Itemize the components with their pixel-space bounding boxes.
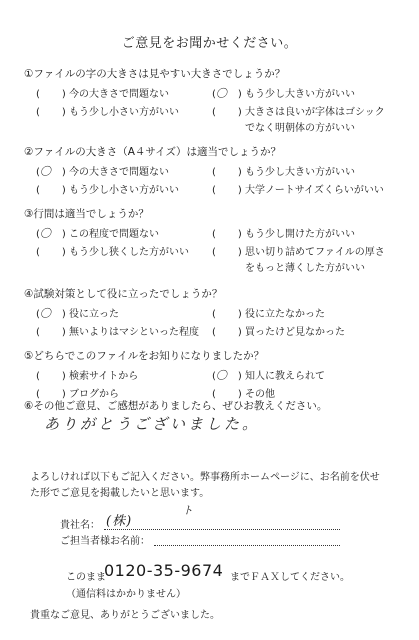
q2-option-1-mark: 〇 bbox=[39, 165, 51, 178]
q4-option-4-label: 買ったけど見なかった bbox=[245, 327, 345, 338]
q5-option-4-label: その他 bbox=[245, 389, 275, 400]
q5-option-4[interactable]: ( ) その他 bbox=[212, 389, 275, 400]
question-2: ②ファイルの大きさ（A４サイズ）は適当でしょうか？ bbox=[24, 146, 282, 158]
q4-option-3[interactable]: ( ) 無いよりはマシといった程度 bbox=[36, 327, 199, 338]
q3-option-3[interactable]: ( ) もう少し狭くした方がいい bbox=[36, 247, 189, 258]
q1-option-4[interactable]: ( ) 大きさは良いが字体はゴシック bbox=[212, 107, 385, 118]
q2-option-1[interactable]: (〇 ) 今の大きさで問題ない bbox=[36, 165, 169, 178]
question-5: ⑤どちらでこのファイルをお知りになりましたか？ bbox=[24, 350, 265, 362]
q1-option-2[interactable]: (〇 ) もう少し大きい方がいい bbox=[212, 87, 355, 100]
q5-option-1[interactable]: ( ) 検索サイトから bbox=[36, 371, 139, 382]
question-3: ③行間は適当でしょうか？ bbox=[24, 208, 149, 220]
fax-prefix: このまま bbox=[66, 572, 106, 583]
q1-option-3-label: もう少し小さい方がいい bbox=[69, 107, 179, 118]
q2-option-4[interactable]: ( ) 大学ノートサイズくらいがいい bbox=[212, 185, 384, 196]
q3-option-3-label: もう少し狭くした方がいい bbox=[69, 247, 189, 258]
q3-option-4[interactable]: ( ) 思い切り詰めてファイルの厚さ bbox=[212, 247, 385, 258]
q4-option-2[interactable]: ( ) 役に立たなかった bbox=[212, 309, 325, 320]
q5-option-3-label: ブログから bbox=[69, 389, 119, 400]
q5-option-2-label: 知人に教えられて bbox=[245, 371, 325, 382]
q1-option-1[interactable]: ( ) 今の大きさで問題ない bbox=[36, 89, 169, 100]
question-1: ①ファイルの字の大きさは見やすい大きさでしょうか？ bbox=[24, 68, 286, 80]
q2-option-3[interactable]: ( ) もう少し小さい方がいい bbox=[36, 185, 179, 196]
company-label: 貴社名： bbox=[60, 520, 100, 531]
contact-underline[interactable] bbox=[154, 545, 340, 546]
company-underline bbox=[104, 529, 340, 530]
contact-label: ご担当者様お名前： bbox=[60, 536, 150, 547]
q3-option-1-mark: 〇 bbox=[39, 227, 51, 240]
q3-option-4-label-line2: をもっと薄くした方がいい bbox=[245, 263, 365, 274]
q4-option-3-label: 無いよりはマシといった程度 bbox=[69, 327, 199, 338]
consent-text-line1: よろしければ以下もご記入ください。弊事務所ホームページに、お名前を伏せ bbox=[30, 472, 380, 483]
fax-number: 0120-35-9674 bbox=[104, 561, 224, 580]
q3-option-2-label: もう少し開けた方がいい bbox=[245, 229, 355, 240]
q1-option-4-label: 大きさは良いが字体はゴシック bbox=[245, 107, 385, 118]
q3-option-4-label: 思い切り詰めてファイルの厚さ bbox=[245, 247, 385, 258]
q5-option-2-mark: 〇 bbox=[215, 369, 227, 382]
page-title: ご意見をお聞かせください。 bbox=[121, 36, 298, 51]
q2-option-3-label: もう少し小さい方がいい bbox=[69, 185, 179, 196]
fax-note: （通信料はかかりません） bbox=[66, 589, 186, 600]
q4-option-1-label: 役に立った bbox=[69, 309, 119, 320]
q3-option-1-label: この程度で問題ない bbox=[69, 229, 159, 240]
q2-option-4-label: 大学ノートサイズくらいがいい bbox=[245, 185, 384, 196]
question-4: ④試験対策として役に立ったでしょうか？ bbox=[24, 288, 223, 300]
q4-option-1-mark: 〇 bbox=[39, 307, 51, 320]
q4-option-2-label: 役に立たなかった bbox=[245, 309, 325, 320]
q5-option-2[interactable]: (〇 ) 知人に教えられて bbox=[212, 369, 325, 382]
handwritten-comment[interactable]: ありがとうございました。 bbox=[44, 415, 261, 433]
q1-option-2-label: もう少し大きい方がいい bbox=[245, 89, 355, 100]
q3-option-1[interactable]: (〇 ) この程度で問題ない bbox=[36, 227, 159, 240]
q2-option-2-label: もう少し大きい方がいい bbox=[245, 167, 355, 178]
company-value[interactable]: (株) bbox=[106, 514, 133, 529]
fax-suffix: までＦＡＸしてください。 bbox=[230, 572, 350, 583]
q4-option-1[interactable]: (〇 ) 役に立った bbox=[36, 307, 119, 320]
closing-text: 貴重なご意見、ありがとうございました。 bbox=[30, 610, 220, 621]
q2-option-1-label: 今の大きさで問題ない bbox=[69, 167, 169, 178]
q4-option-4[interactable]: ( ) 買ったけど見なかった bbox=[212, 327, 345, 338]
q3-option-2[interactable]: ( ) もう少し開けた方がいい bbox=[212, 229, 355, 240]
q1-option-1-label: 今の大きさで問題ない bbox=[69, 89, 169, 100]
q2-option-2[interactable]: ( ) もう少し大きい方がいい bbox=[212, 167, 355, 178]
consent-text-line2: た形でご意見を掲載したいと思います。 bbox=[30, 488, 210, 499]
q1-option-3[interactable]: ( ) もう少し小さい方がいい bbox=[36, 107, 179, 118]
q1-option-2-mark: 〇 bbox=[215, 87, 227, 100]
question-6: ⑥その他ご意見、ご感想がありましたら、ぜひお教えください。 bbox=[24, 400, 328, 412]
q5-option-1-label: 検索サイトから bbox=[69, 371, 139, 382]
q1-option-4-label-line2: でなく明朝体の方がいい bbox=[245, 123, 355, 134]
company-extra-mark: ト bbox=[182, 504, 193, 517]
q5-option-3[interactable]: ( ) ブログから bbox=[36, 389, 119, 400]
